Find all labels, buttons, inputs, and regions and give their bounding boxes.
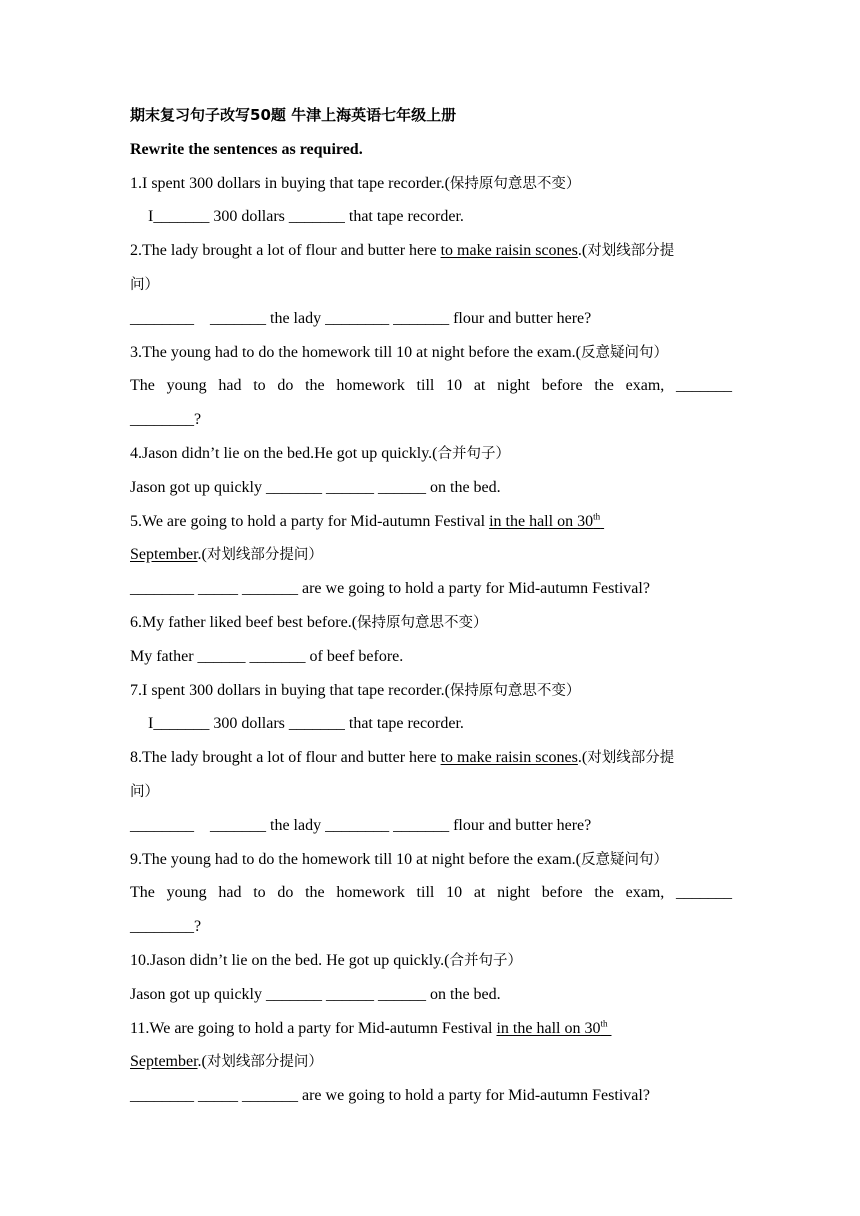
question-5-answer-line: ________ _____ _______ are we going to hold a party for Mid-autumn Festival? [130,580,650,598]
underlined-phrase: in the hall on 30th [489,511,601,530]
question-2-prompt: 2.The lady brought a lot of flour and butter here to make raisin scones.(对划线部分提 [130,242,675,260]
question-1-prompt: 1.I spent 300 dollars in buying that tape recorder.(保持原句意思不变） [130,174,581,192]
question-4-answer-line: Jason got up quickly _______ ______ ______ on the bed. [130,478,501,496]
question-8-prompt: 8.The lady brought a lot of flour and butter here to make raisin scones.(对划线部分提 [130,749,675,767]
question-5-prompt-continued: September.(对划线部分提问） [130,546,323,564]
question-11-answer-line: ________ _____ _______ are we going to hold a party for Mid-autumn Festival? [130,1087,650,1105]
question-5-prompt: 5.We are going to hold a party for Mid-autumn Festival in the hall on 30th [130,505,732,539]
question-10-prompt: 10.Jason didn’t lie on the bed. He got up quickly.(合并句子） [130,951,523,969]
question-3-answer-line: The young had to do the homework till 10 at night before the exam, _______ [130,377,732,395]
question-11-prompt: 11.We are going to hold a party for Mid-autumn Festival in the hall on 30th [130,1012,732,1046]
question-2-answer-line: ________ _______ the lady ________ _______ flour and butter here? [130,309,592,327]
question-7-answer-line: I_______ 300 dollars _______ that tape recorder. [148,715,464,733]
question-3-answer-line-continued: ________? [130,411,202,429]
question-4-prompt: 4.Jason didn’t lie on the bed.He got up quickly.(合并句子） [130,444,511,462]
question-9-answer-line-continued: ________? [130,918,202,936]
question-2-prompt-continued: 问） [130,276,159,293]
question-3-prompt: 3.The young had to do the homework till 10 at night before the exam.(反意疑问句） [130,343,668,361]
question-6-prompt: 6.My father liked beef best before.(保持原句意思不变） [130,613,488,631]
document-page [130,99,732,1113]
question-1-answer-line: I_______ 300 dollars _______ that tape recorder. [148,208,464,226]
instruction-heading: Rewrite the sentences as required. [130,140,363,158]
question-7-prompt: 7.I spent 300 dollars in buying that tape recorder.(保持原句意思不变） [130,681,581,699]
underlined-phrase: in the hall on 30th [496,1018,608,1037]
document-title: 期末复习句子改写50题 牛津上海英语七年级上册 [130,106,457,124]
question-8-prompt-continued: 问） [130,783,159,800]
question-8-answer-line: ________ _______ the lady ________ _______ flour and butter here? [130,816,592,834]
question-10-answer-line: Jason got up quickly _______ ______ ______ on the bed. [130,985,501,1003]
underlined-phrase: September [130,546,198,564]
underlined-phrase: to make raisin scones [440,242,578,260]
question-9-answer-line: The young had to do the homework till 10 at night before the exam, _______ [130,884,732,902]
question-9-prompt: 9.The young had to do the homework till 10 at night before the exam.(反意疑问句） [130,850,668,868]
underlined-phrase: September [130,1053,198,1071]
underlined-phrase: to make raisin scones [440,749,578,767]
question-11-prompt-continued: September.(对划线部分提问） [130,1053,323,1071]
question-6-answer-line: My father ______ _______ of beef before. [130,647,404,665]
